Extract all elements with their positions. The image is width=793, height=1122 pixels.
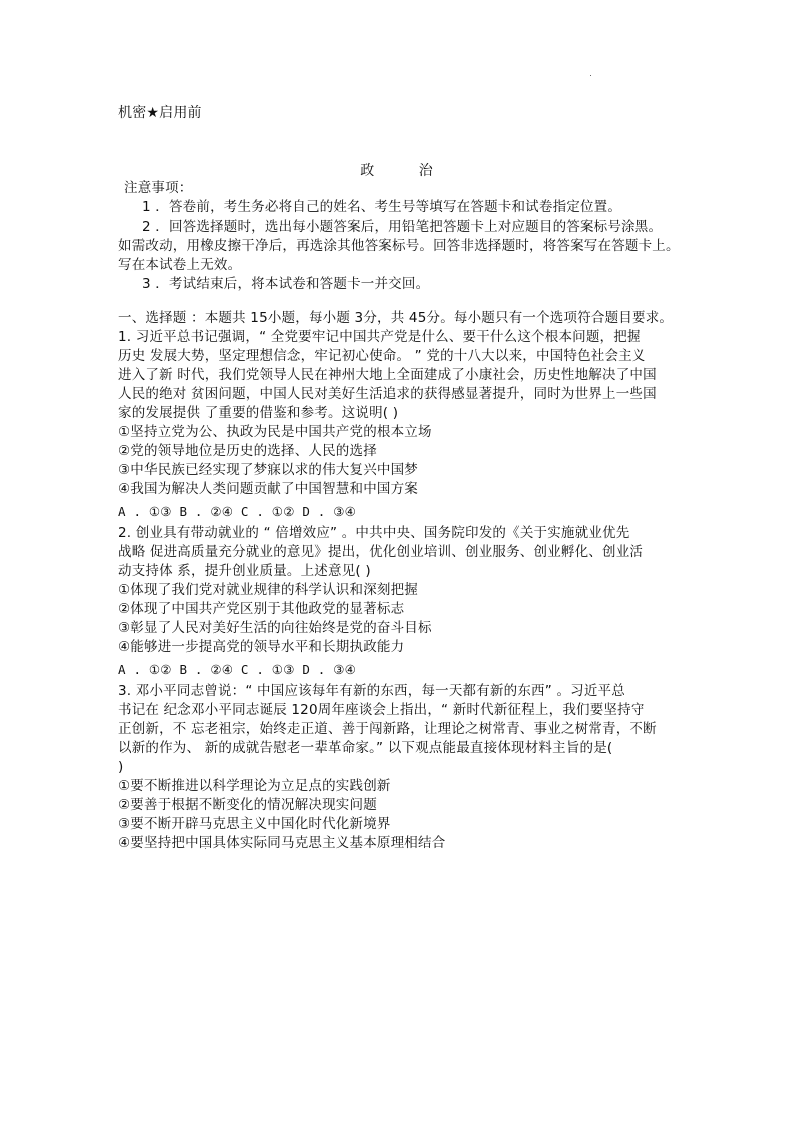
notice-heading: 注意事项：	[124, 180, 193, 196]
notice-item-2-line-1: 2 ．回答选择题时，选出每小题答案后，用铅笔把答题卡上对应题目的答案标号涂黑。	[142, 219, 663, 235]
notice-item-1: 1 ．答卷前，考生务必将自己的姓名、考生号等填写在答题卡和试卷指定位置。	[142, 199, 622, 215]
notice-item-2-line-3: 写在本试卷上无效。	[118, 257, 242, 273]
q3-stem-line: 书记在 纪念邓小平同志诞辰 120周年座谈会上指出，“ 新时代新征程上，我们要坚持守	[118, 702, 645, 718]
notice-item-3: 3 ．考试结束后，将本试卷和答题卡一并交回。	[142, 276, 430, 292]
q2-statement-3: ③彰显了人民对美好生活的向往始终是党的奋斗目标	[118, 620, 432, 636]
q1-statement-2: ②党的领导地位是历史的选择、人民的选择	[118, 443, 377, 459]
q1-statement-4: ④我国为解决人类问题贡献了中国智慧和中国方案	[118, 481, 419, 497]
q2-statement-1: ①体现了我们党对就业规律的科学认识和深刻把握	[118, 582, 419, 598]
q2-stem-line: 战略 促进高质量充分就业的意见》提出，优化创业培训、创业服务、创业孵化、创业活	[118, 544, 644, 560]
notice-item-2-line-2: 如需改动，用橡皮擦干净后，再选涂其他答案标号。回答非选择题时，将答案写在答题卡上。	[118, 238, 680, 254]
q1-stem-line: 进入了新 时代，我们党领导人民在神州大地上全面建成了小康社会，历史性地解决了中国	[118, 367, 657, 383]
q3-statement-1: ①要不断推进以科学理论为立足点的实践创新	[118, 778, 391, 794]
q3-stem-line: 正创新，不 忘老祖宗，始终走正道、善于闯新路，让理论之树常青、事业之树常青，不断	[118, 721, 657, 737]
page-title	[0, 162, 793, 181]
q1-stem-line: 人民的绝对 贫困问题，中国人民对美好生活追求的获得感显著提升，同时为世界上一些国	[118, 386, 657, 402]
q2-stem-line: 动支持体 系，提升创业质量。上述意见( )	[118, 563, 371, 579]
q3-statement-2: ②要善于根据不断变化的情况解决现实问题	[118, 797, 377, 813]
q2-options: A . ①② B . ②④ C . ①③ D . ③④	[118, 662, 357, 677]
title-part-2: 治	[418, 163, 433, 179]
q1-stem-line: 历史 发展大势，坚定理想信念，牢记初心使命。 ” 党的十八大以来，中国特色社会主义	[118, 348, 646, 364]
q3-statement-4: ④要坚持把中国具体实际同马克思主义基本原理相结合	[118, 835, 446, 851]
q3-stem-line: 以新的作为、 新的成就告慰老一辈革命家。” 以下观点能最直接体现材料主旨的是(	[118, 740, 613, 756]
q2-statement-4: ④能够进一步提高党的领导水平和长期执政能力	[118, 639, 405, 655]
confidential-label: 机密★启用前	[118, 105, 202, 121]
q1-options: A . ①③ B . ②④ C . ①② D . ③④	[118, 504, 357, 519]
q3-statement-3: ③要不断开辟马克思主义中国化时代化新境界	[118, 816, 391, 832]
q1-statement-1: ①坚持立党为公、执政为民是中国共产党的根本立场	[118, 424, 432, 440]
scan-dot-top	[590, 75, 591, 76]
q1-stem-line: 家的发展提供 了重要的借鉴和参考。这说明( )	[118, 405, 399, 421]
q3-stem-line: )	[118, 759, 124, 775]
q2-stem-line: 2. 创业具有带动就业的 “ 倍增效应” 。中共中央、国务院印发的《关于实施就业优先	[118, 525, 630, 541]
section-heading: 一、选择题 ：本题共 15小题，每小题 3分，共 45分。每小题只有一个选项符合题目要求。	[118, 310, 674, 326]
q3-stem-line: 3. 邓小平同志曾说：“ 中国应该每年有新的东西，每一天都有新的东西” 。习近平总	[118, 683, 625, 699]
q1-stem-line: 1. 习近平总书记强调，“ 全党要牢记中国共产党是什么、要干什么这个根本问题，把握	[118, 329, 641, 345]
title-part-1: 政	[360, 163, 375, 179]
q2-statement-2: ②体现了中国共产党区别于其他政党的显著标志	[118, 601, 405, 617]
q1-statement-3: ③中华民族已经实现了梦寐以求的伟大复兴中国梦	[118, 462, 419, 478]
